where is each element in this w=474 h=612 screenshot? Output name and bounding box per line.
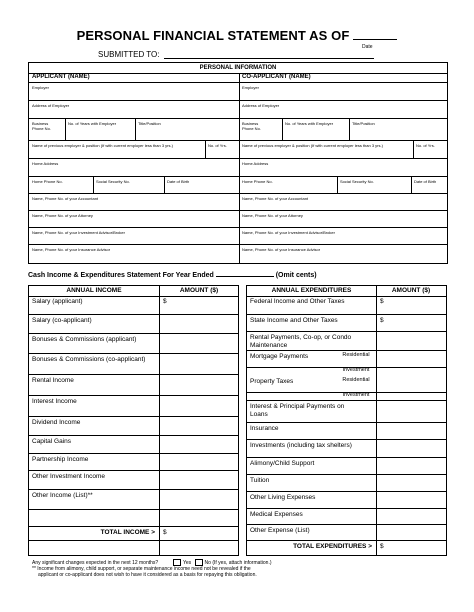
- expenditure-row[interactable]: [247, 458, 446, 475]
- coapplicant-previous-employer-row[interactable]: [239, 141, 448, 159]
- expenditure-row-investment[interactable]: [247, 368, 446, 376]
- accountant-label: Name, Phone No. of your Accountant: [242, 196, 309, 201]
- omit-cents-text: (Omit cents): [275, 272, 317, 279]
- dollar-sign: $: [380, 543, 384, 550]
- income-row-label: Capital Gains: [32, 438, 72, 445]
- insurance-label: Name, Phone No. of your Insurance Advisor: [32, 247, 111, 252]
- expenditure-row[interactable]: [247, 509, 446, 525]
- applicant-previous-employer-row[interactable]: [29, 141, 239, 159]
- dollar-sign: $: [380, 317, 384, 324]
- submitted-to-label: SUBMITTED TO:: [98, 50, 160, 59]
- applicant-advisor-field[interactable]: [29, 228, 239, 245]
- income-row[interactable]: [29, 436, 238, 454]
- income-row[interactable]: [29, 375, 238, 396]
- expenditure-row-label: Property Taxes: [250, 378, 294, 385]
- home-phone-label: Home Phone No.: [242, 179, 273, 184]
- amount-heading: AMOUNT ($): [391, 287, 431, 294]
- coapplicant-home-address-field[interactable]: [239, 159, 448, 177]
- ssn-label: Social Security No.: [96, 179, 130, 184]
- income-row-label: Partnership Income: [32, 456, 89, 463]
- expenditure-row[interactable]: [247, 525, 446, 541]
- expenditure-row-label: Investments (including tax shelters): [250, 442, 352, 449]
- business-phone-label: Business Phone No.: [242, 121, 261, 131]
- dob-label: Date of Birth: [167, 179, 190, 184]
- income-row[interactable]: [29, 471, 238, 490]
- personal-info-heading: PERSONAL INFORMATION: [29, 63, 447, 74]
- amount-heading: AMOUNT ($): [179, 287, 219, 294]
- income-row[interactable]: [29, 417, 238, 436]
- dollar-sign: $: [163, 529, 167, 536]
- applicant-business-row: [29, 119, 239, 141]
- footnote-line-2: applicant or co-applicant does not wish to have it considered as a basis for repaying this obligation.: [38, 572, 257, 578]
- employer-label: Employer: [242, 85, 259, 90]
- income-row[interactable]: [29, 490, 238, 510]
- advisor-label: Name, Phone No. of your Investment Advisor/Broker: [32, 230, 125, 235]
- total-income-label: TOTAL INCOME >: [100, 529, 155, 536]
- applicant-insurance-field[interactable]: [29, 245, 239, 263]
- income-row[interactable]: [29, 354, 238, 375]
- coapplicant-attorney-field[interactable]: [239, 211, 448, 228]
- home-phone-label: Home Phone No.: [32, 179, 63, 184]
- dob-label: Date of Birth: [414, 179, 437, 184]
- applicant-heading-row: [29, 73, 239, 83]
- income-row-blank[interactable]: [29, 510, 238, 527]
- no-yrs-label: No. of Yrs.: [208, 143, 227, 148]
- income-row-label: Other Investment Income: [32, 473, 105, 480]
- expenditure-row[interactable]: [247, 440, 446, 458]
- changes-question-text: Any significant changes expected in the next 12 months?: [32, 559, 159, 566]
- applicant-column: [29, 73, 240, 263]
- income-row-label: Bonuses & Commissions (co-applicant): [32, 356, 146, 363]
- coapplicant-home-row: [239, 177, 448, 194]
- previous-employer-label: Name of previous employer & position (If with current employer less than 3 yrs.): [32, 143, 173, 148]
- cash-statement-title: [28, 270, 317, 279]
- employer-address-label: Address of Employer: [242, 103, 280, 108]
- investment-label: Investment: [342, 392, 370, 398]
- expenditure-row[interactable]: [247, 423, 446, 440]
- coapplicant-business-row: [239, 119, 448, 141]
- changes-question: [32, 559, 272, 566]
- previous-employer-label: Name of previous employer & position (If with current employer less than 3 yrs.): [242, 143, 383, 148]
- total-income-row: [29, 527, 238, 541]
- coapplicant-column: [239, 73, 448, 263]
- accountant-label: Name, Phone No. of your Accountant: [32, 196, 99, 201]
- investment-label: Investment: [342, 367, 370, 373]
- applicant-accountant-field[interactable]: [29, 194, 239, 211]
- expenditure-row-label: Other Living Expenses: [250, 494, 316, 501]
- income-row-label: Interest Income: [32, 398, 77, 405]
- coapplicant-employer-address-field[interactable]: [239, 101, 448, 119]
- income-row-label: Other Income (List)**: [32, 492, 93, 499]
- expenditure-row-label: Rental Payments, Co-op, or Condo Maintenance: [250, 334, 352, 349]
- ssn-label: Social Security No.: [340, 179, 374, 184]
- expenditure-row-label: Tuition: [250, 477, 270, 484]
- coapplicant-employer-field[interactable]: [239, 83, 448, 101]
- total-expenditures-label: TOTAL EXPENDITURES >: [293, 543, 372, 550]
- income-row-label: Dividend Income: [32, 419, 81, 426]
- annual-income-heading: ANNUAL INCOME: [66, 287, 122, 294]
- title-text: PERSONAL FINANCIAL STATEMENT AS OF: [76, 28, 350, 43]
- applicant-employer-field[interactable]: [29, 83, 239, 101]
- income-row[interactable]: [29, 315, 238, 334]
- applicant-home-row: [29, 177, 239, 194]
- total-income-extension: [28, 541, 239, 556]
- coapplicant-accountant-field[interactable]: [239, 194, 448, 211]
- total-expenditures-row: [246, 541, 447, 556]
- expenditure-row-label: Mortgage Payments: [250, 353, 309, 360]
- expenditure-row-label: Insurance: [250, 425, 279, 432]
- date-field[interactable]: [353, 29, 397, 40]
- expenditure-row-label: Interest & Principal Payments on Loans: [250, 403, 345, 418]
- coapplicant-advisor-field[interactable]: [239, 228, 448, 245]
- advisor-label: Name, Phone No. of your Investment Advisor/Broker: [242, 230, 335, 235]
- home-address-label: Home Address: [242, 161, 269, 166]
- annual-income-table: [28, 285, 239, 541]
- expenditure-row[interactable]: [247, 296, 446, 315]
- applicant-employer-address-field[interactable]: [29, 101, 239, 119]
- expenditure-row-label: State Income and Other Taxes: [250, 317, 338, 324]
- expenditure-row[interactable]: [247, 315, 446, 332]
- income-row-label: Salary (co-applicant): [32, 317, 92, 324]
- expenditure-row-label: Alimony/Child Support: [250, 460, 315, 467]
- expenditure-row-label: Other Expense (List): [250, 527, 310, 534]
- cash-title-text: Cash Income & Expenditures Statement For Year Ended: [28, 272, 214, 279]
- form-title: [0, 28, 474, 43]
- yes-label: Yes: [182, 559, 192, 566]
- personal-info-table: [28, 62, 448, 264]
- income-row-label: Bonuses & Commissions (applicant): [32, 336, 137, 343]
- expenditure-row[interactable]: [247, 492, 446, 509]
- no-label: No (If yes, attach information.): [204, 559, 272, 566]
- attorney-label: Name, Phone No. of your Attorney: [242, 213, 303, 218]
- attorney-label: Name, Phone No. of your Attorney: [32, 213, 93, 218]
- expenditure-row[interactable]: [247, 401, 446, 423]
- footnote-line-1: ** Income from alimony, child support, or separate maintenance income need not be revealed if the: [32, 566, 251, 572]
- business-phone-label: Business Phone No.: [32, 121, 51, 131]
- income-row-label: Salary (applicant): [32, 298, 83, 305]
- annual-expenditures-table: [246, 285, 447, 541]
- years-employer-label: No. of Years with Employer: [68, 121, 117, 126]
- employer-address-label: Address of Employer: [32, 103, 70, 108]
- income-row[interactable]: [29, 334, 238, 354]
- income-row-label: Rental Income: [32, 377, 74, 384]
- residential-label: Residential: [342, 352, 370, 358]
- no-yrs-label: No. of Yrs.: [416, 143, 435, 148]
- coapplicant-heading-row: [239, 73, 448, 83]
- income-row[interactable]: [29, 296, 238, 315]
- residential-label: Residential: [342, 377, 370, 383]
- dollar-sign: $: [380, 298, 384, 305]
- submitted-to-field[interactable]: [164, 58, 374, 59]
- applicant-heading: APPLICANT (NAME): [32, 74, 90, 80]
- income-row[interactable]: [29, 454, 238, 471]
- year-ended-field[interactable]: [216, 270, 274, 277]
- employer-label: Employer: [32, 85, 49, 90]
- dollar-sign: $: [163, 298, 167, 305]
- applicant-home-address-field[interactable]: [29, 159, 239, 177]
- coapplicant-heading: CO-APPLICANT (NAME): [242, 74, 311, 80]
- expenditure-row-label: Federal Income and Other Taxes: [250, 298, 345, 305]
- expenditure-row[interactable]: [247, 475, 446, 492]
- annual-expenditures-heading: ANNUAL EXPENDITURES: [271, 287, 352, 294]
- expenditure-row-investment[interactable]: [247, 393, 446, 401]
- applicant-attorney-field[interactable]: [29, 211, 239, 228]
- date-label: Date: [362, 44, 373, 50]
- title-position-label: Title/Position: [352, 121, 375, 126]
- coapplicant-insurance-field[interactable]: [239, 245, 448, 263]
- yes-checkbox[interactable]: [173, 559, 181, 566]
- insurance-label: Name, Phone No. of your Insurance Advisor: [242, 247, 321, 252]
- years-employer-label: No. of Years with Employer: [285, 121, 334, 126]
- expenditure-row-label: Medical Expenses: [250, 511, 303, 518]
- no-checkbox[interactable]: [195, 559, 203, 566]
- expenditure-row[interactable]: [247, 332, 446, 351]
- title-position-label: Title/Position: [138, 121, 161, 126]
- income-row[interactable]: [29, 396, 238, 417]
- home-address-label: Home Address: [32, 161, 59, 166]
